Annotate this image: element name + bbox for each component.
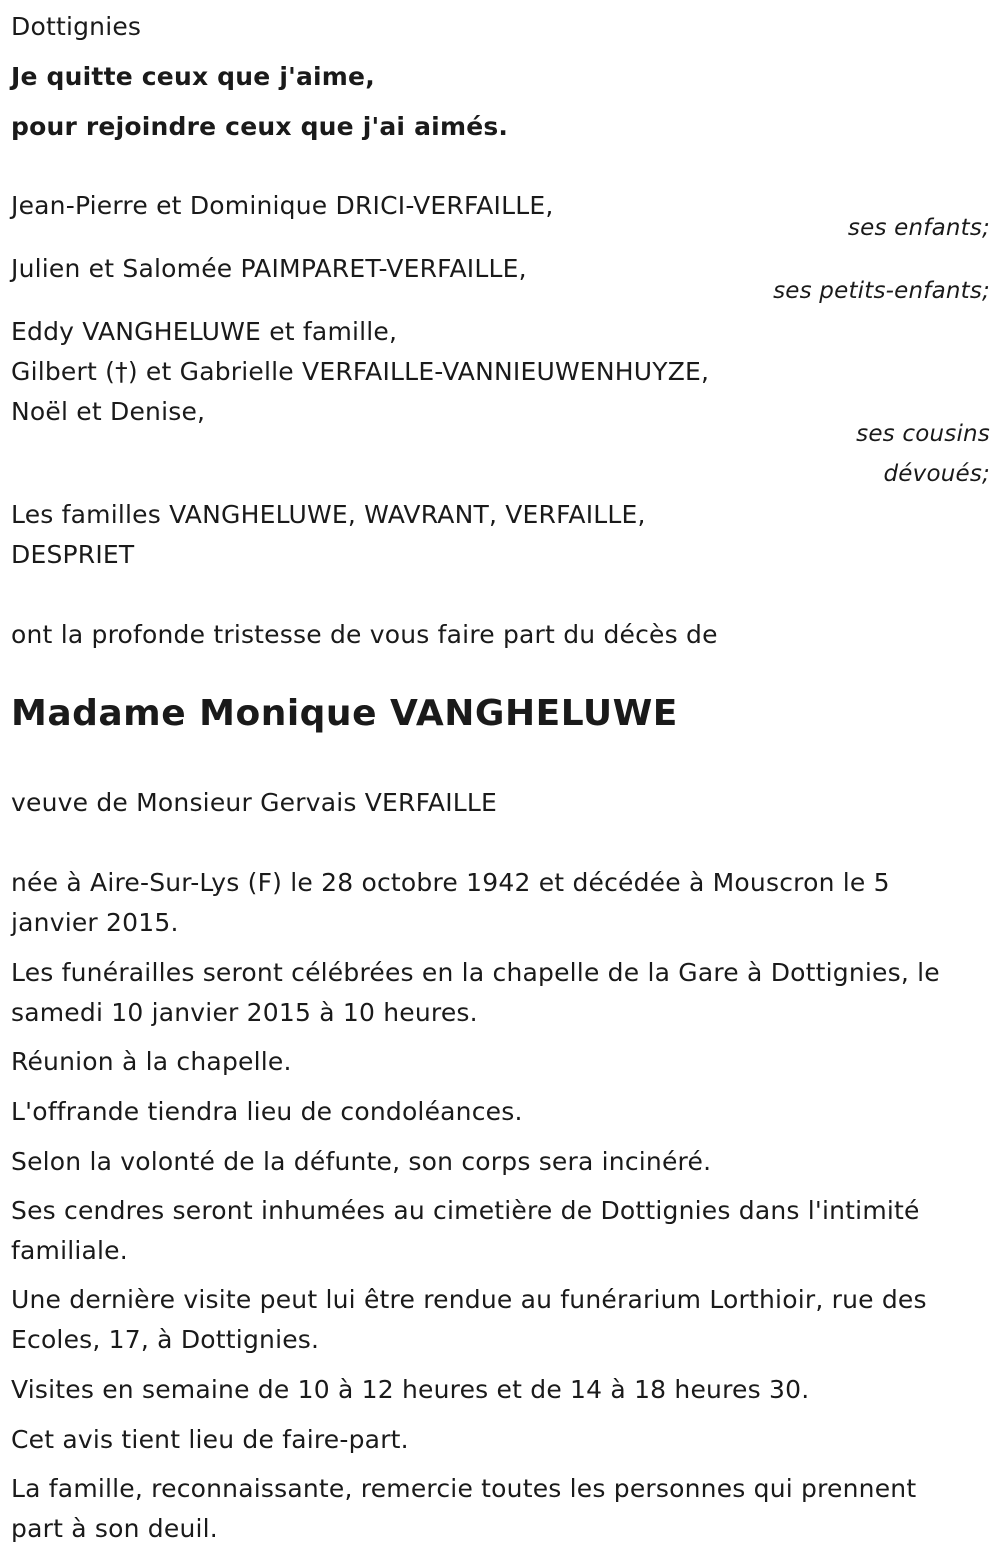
cousins-line-2b: ) et Gabrielle VERFAILLE-VANNIEUWENHUYZE,	[127, 357, 710, 386]
children-names: Jean-Pierre et Dominique DRICI-VERFAILLE,	[11, 191, 554, 220]
ashes-line-2: familiale.	[11, 1236, 128, 1265]
visit-line-2: Ecoles, 17, à Dottignies.	[11, 1325, 320, 1354]
birth-death-line-1: née à Aire-Sur-Lys (F) le 28 octobre 1942 et décédée à Mouscron le 5	[11, 868, 890, 897]
grandchildren-names: Julien et Salomée PAIMPARET-VERFAILLE,	[11, 254, 527, 283]
thanks-line-1: La famille, reconnaissante, remercie toutes les personnes qui prennent	[11, 1474, 917, 1503]
cousins-line-1: Eddy VANGHELUWE et famille,	[11, 317, 398, 346]
notice-text: Cet avis tient lieu de faire-part.	[11, 1425, 409, 1454]
funeral-line-2: samedi 10 janvier 2015 à 10 heures.	[11, 998, 478, 1027]
cousins-line-2	[11, 359, 709, 384]
funeral-line-1: Les funérailles seront célébrées en la chapelle de la Gare à Dottignies, le	[11, 958, 940, 987]
families-line-1: Les familles VANGHELUWE, WAVRANT, VERFAILLE,	[11, 500, 646, 529]
ashes-line-1: Ses cendres seront inhumées au cimetière de Dottignies dans l'intimité	[11, 1196, 920, 1225]
families-line-2: DESPRIET	[11, 540, 135, 569]
cousins-line-2a: Gilbert (	[11, 357, 116, 386]
place-name: Dottignies	[11, 12, 142, 41]
quote-line-1: Je quitte ceux que j'aime,	[11, 62, 375, 91]
cousins-role-line-1: ses cousins	[856, 421, 990, 447]
cousins-role-line-2: dévoués;	[883, 461, 990, 487]
visit-line-1: Une dernière visite peut lui être rendue au funérarium Lorthioir, rue des	[11, 1285, 927, 1314]
offering-text: L'offrande tiendra lieu de condoléances.	[11, 1097, 523, 1126]
children-role: ses enfants;	[847, 215, 990, 241]
deceased-name: Madame Monique VANGHELUWE	[11, 693, 678, 734]
announcement-text: ont la profonde tristesse de vous faire part du décès de	[11, 620, 718, 649]
cremation-text: Selon la volonté de la défunte, son corps sera incinéré.	[11, 1147, 712, 1176]
grandchildren-role: ses petits-enfants;	[773, 278, 990, 304]
meeting-text: Réunion à la chapelle.	[11, 1047, 292, 1076]
visit-hours: Visites en semaine de 10 à 12 heures et de 14 à 18 heures 30.	[11, 1375, 810, 1404]
widow-of: veuve de Monsieur Gervais VERFAILLE	[11, 788, 498, 817]
thanks-line-2: part à son deuil.	[11, 1514, 218, 1543]
quote-line-2: pour rejoindre ceux que j'ai aimés.	[11, 112, 509, 141]
cousins-line-3: Noël et Denise,	[11, 397, 206, 426]
cross-icon: †	[115, 357, 128, 386]
birth-death-line-2: janvier 2015.	[11, 908, 179, 937]
